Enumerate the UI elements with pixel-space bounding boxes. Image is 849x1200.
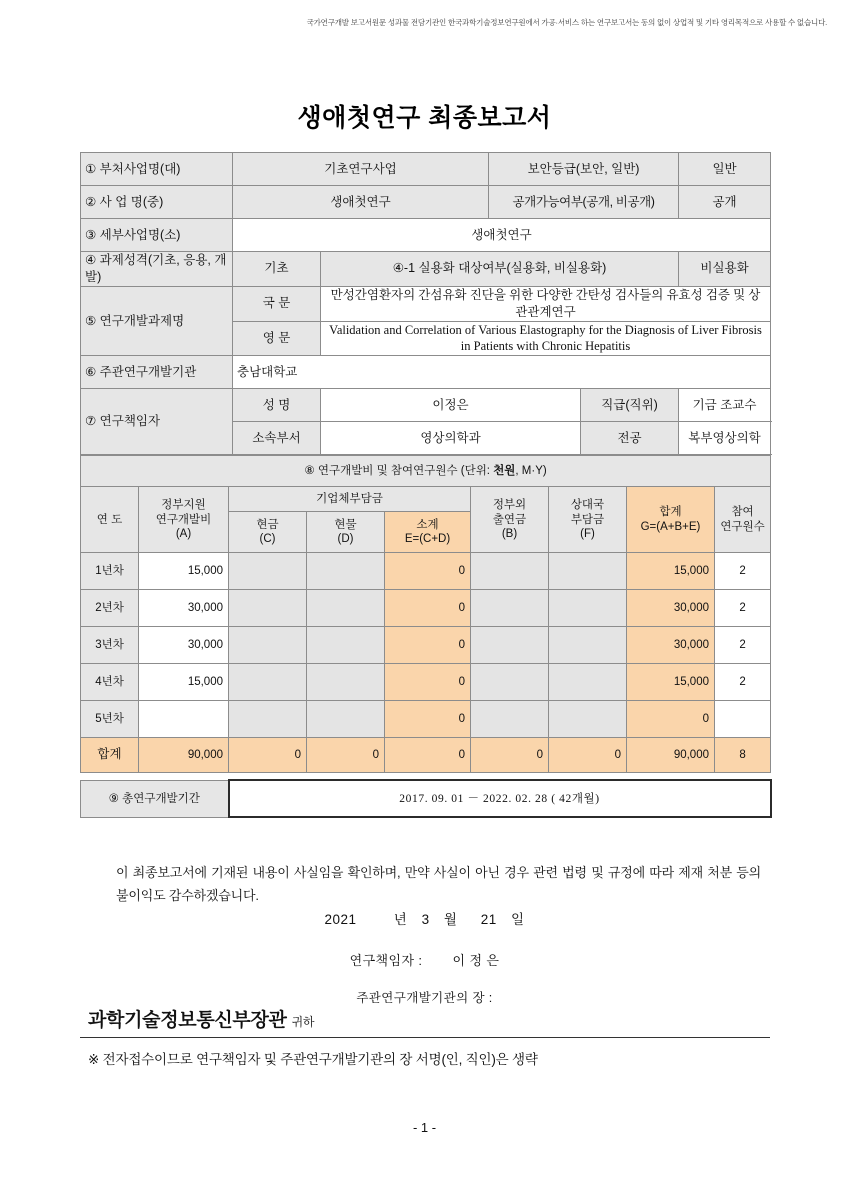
header-nongov-line2: 출연금 (492, 513, 527, 526)
cell-partner (549, 553, 627, 590)
budget-caption-unit: 천원 (493, 465, 516, 478)
cell-total: 30,000 (627, 590, 715, 627)
label-project-type: ④ 과제성격(기초, 응용, 개발) (81, 252, 233, 287)
cell-researchers: 2 (715, 553, 771, 590)
value-title-english: Validation and Correlation of Various Elastography for the Diagnosis of Liver Fibrosis in Patients with Chronic Hepatitis (321, 321, 771, 356)
value-pi-rank: 기금 조교수 (679, 389, 771, 422)
label-program-name: ② 사 업 명(중) (81, 186, 233, 219)
label-title-korean: 국 문 (233, 286, 321, 321)
table-row-host-organization (81, 356, 771, 389)
label-ministry-program: ① 부처사업명(대) (81, 153, 233, 186)
value-title-korean: 만성간염환자의 간섬유화 진단을 위한 다양한 간탄성 검사들의 유효성 검증 및 상관관계연구 (321, 286, 771, 321)
pi-signature-line (0, 950, 849, 969)
header-total-line1: 합계 (659, 506, 682, 519)
cell-gov-support: 30,000 (139, 627, 229, 664)
cell-year: 5년차 (81, 701, 139, 738)
header-partner-country (549, 487, 627, 553)
table-row (81, 553, 771, 590)
cell-gov-support: 30,000 (139, 590, 229, 627)
label-pi-rank: 직급(직위) (581, 389, 679, 422)
value-program-name: 생애첫연구 (233, 186, 489, 219)
project-info-table (80, 152, 771, 455)
cell-inkind (307, 701, 385, 738)
cell-inkind (307, 553, 385, 590)
cell-total-nongov: 0 (471, 738, 549, 773)
header-researchers-line1: 참여 (731, 506, 754, 519)
value-commercialization: 비실용화 (679, 252, 771, 287)
table-row (81, 590, 771, 627)
header-gov-support-line3: (A) (175, 527, 192, 540)
cell-partner (549, 627, 627, 664)
label-pi-department: 소속부서 (233, 422, 321, 455)
header-gov-support-line2: 연구개발비 (155, 513, 212, 526)
date-year: 2021 (324, 912, 357, 927)
label-pi-major: 전공 (581, 422, 679, 455)
cell-inkind (307, 627, 385, 664)
header-researchers-line2: 연구원수 (720, 520, 765, 533)
table-row-program-name (81, 186, 771, 219)
table-row (81, 701, 771, 738)
cell-total: 0 (627, 701, 715, 738)
label-commercialization: ④-1 실용화 대상여부(실용화, 비실용화) (321, 252, 679, 287)
header-inkind-line2: (D) (337, 533, 354, 546)
table-row-subprogram-name (81, 219, 771, 252)
label-pi-name: 성 명 (233, 389, 321, 422)
header-gov-support (139, 487, 229, 553)
cell-subtotal: 0 (385, 627, 471, 664)
page-title: 생애첫연구 최종보고서 (297, 104, 552, 132)
cell-partner (549, 664, 627, 701)
cell-researchers (715, 701, 771, 738)
label-project-title: ⑤ 연구개발과제명 (81, 286, 233, 356)
header-subtotal-line2: E=(C+D) (404, 533, 451, 546)
cell-nongov (471, 664, 549, 701)
date-year-unit: 년 (393, 912, 408, 927)
cell-year: 1년차 (81, 553, 139, 590)
budget-caption (81, 456, 771, 487)
header-cash-line1: 현금 (256, 518, 279, 531)
table-row-project-type (81, 252, 771, 287)
table-row-total (81, 738, 771, 773)
header-gov-support-line1: 정부지원 (161, 499, 206, 512)
header-cash (229, 512, 307, 553)
ministry-honorific: 귀하 (291, 1015, 315, 1029)
page-number: - 1 - (412, 1120, 437, 1135)
cell-nongov (471, 701, 549, 738)
table-row-period (81, 780, 771, 817)
cell-total-partner: 0 (549, 738, 627, 773)
label-disclosure: 공개가능여부(공개, 비공개) (489, 186, 679, 219)
date-day-unit: 일 (510, 912, 525, 927)
cell-cash (229, 553, 307, 590)
cell-partner (549, 701, 627, 738)
header-partner-line1: 상대국 (570, 499, 605, 512)
value-disclosure: 공개 (679, 186, 771, 219)
cell-cash (229, 664, 307, 701)
value-ministry-program: 기초연구사업 (233, 153, 489, 186)
ministry-name: 과학기술정보통신부장관 (88, 1010, 287, 1031)
value-subprogram-name: 생애첫연구 (233, 219, 771, 252)
header-cash-line2: (C) (259, 533, 276, 546)
header-researchers (715, 487, 771, 553)
table-row (81, 664, 771, 701)
cell-gov-support (139, 701, 229, 738)
cell-inkind (307, 664, 385, 701)
cell-subtotal: 0 (385, 553, 471, 590)
table-row-pi-name (81, 389, 771, 422)
header-nongov-line1: 정부외 (492, 499, 527, 512)
header-company-contribution: 기업체부담금 (229, 487, 471, 512)
header-nongov-fund (471, 487, 549, 553)
header-inkind-line1: 현물 (334, 518, 357, 531)
cell-subtotal: 0 (385, 590, 471, 627)
header-partner-line3: (F) (580, 527, 595, 540)
value-pi-name: 이정은 (321, 389, 581, 422)
label-subprogram-name: ③ 세부사업명(소) (81, 219, 233, 252)
cell-total-researchers: 8 (715, 738, 771, 773)
header-subtotal (385, 512, 471, 553)
cell-total: 15,000 (627, 664, 715, 701)
cell-cash (229, 627, 307, 664)
cell-total-grand: 90,000 (627, 738, 715, 773)
cell-researchers: 2 (715, 590, 771, 627)
budget-caption-prefix: ⑧ 연구개발비 및 참여연구원수 (단위: (304, 465, 494, 478)
cell-subtotal: 0 (385, 701, 471, 738)
cell-total: 30,000 (627, 627, 715, 664)
header-subtotal-line1: 소계 (416, 518, 439, 531)
cell-researchers: 2 (715, 627, 771, 664)
cell-nongov (471, 627, 549, 664)
report-cover-tables (80, 152, 770, 818)
header-year: 연 도 (81, 487, 139, 553)
cell-total-cash: 0 (229, 738, 307, 773)
cell-nongov (471, 553, 549, 590)
copyright-disclaimer: 국가연구개발 보고서원문 성과물 전담기관인 한국과학기술정보연구원에서 가공·서비스 하는 연구보고서는 동의 없이 상업적 및 기타 영리목적으로 사용할 수 없습니다. (306, 18, 827, 27)
header-inkind (307, 512, 385, 553)
cell-gov-support: 15,000 (139, 553, 229, 590)
bottom-divider (80, 1037, 770, 1038)
value-host-organization: 충남대학교 (233, 356, 771, 389)
budget-caption-suffix: , M·Y) (515, 465, 547, 478)
cell-cash (229, 701, 307, 738)
confirmation-statement: 이 최종보고서에 기재된 내용이 사실임을 확인하며, 만약 사실이 아닌 경우 관련 법령 및 규정에 따라 제재 처분 등의 불이익도 감수하겠습니다. (116, 865, 761, 903)
org-head-signature-line: 주관연구개발기관의 장 : (356, 991, 493, 1005)
cell-year: 3년차 (81, 627, 139, 664)
cell-inkind (307, 590, 385, 627)
value-total-period: 2017. 09. 01 － 2022. 02. 28 ( 42개월) (229, 780, 771, 817)
value-security-grade: 일반 (679, 153, 771, 186)
budget-table (80, 455, 771, 773)
date-month-unit: 월 (443, 912, 458, 927)
signature-date (0, 908, 849, 928)
header-partner-line2: 부담금 (570, 513, 605, 526)
budget-header-row-1 (81, 487, 771, 512)
cell-total-label: 합계 (81, 738, 139, 773)
header-grand-total (627, 487, 715, 553)
pi-signature-label: 연구책임자 : (349, 953, 423, 968)
electronic-submission-note: ※ 전자접수이므로 연구책임자 및 주관연구개발기관의 장 서명(인, 직인)은 생략 (88, 1052, 538, 1067)
value-pi-department: 영상의학과 (321, 422, 581, 455)
label-total-period: ⑨ 총연구개발기간 (81, 780, 229, 817)
cell-cash (229, 590, 307, 627)
table-row-ministry-program (81, 153, 771, 186)
label-principal-investigator: ⑦ 연구책임자 (81, 389, 233, 455)
cell-total: 15,000 (627, 553, 715, 590)
value-pi-major: 복부영상의학 (679, 422, 771, 455)
cell-nongov (471, 590, 549, 627)
date-day: 21 (480, 912, 497, 927)
table-row (81, 627, 771, 664)
label-security-grade: 보안등급(보안, 일반) (489, 153, 679, 186)
cell-year: 2년차 (81, 590, 139, 627)
value-project-type: 기초 (233, 252, 321, 287)
header-nongov-line3: (B) (501, 527, 518, 540)
period-table (80, 779, 772, 818)
cell-total-inkind: 0 (307, 738, 385, 773)
cell-year: 4년차 (81, 664, 139, 701)
pi-signature-name: 이 정 은 (452, 953, 500, 968)
label-host-organization: ⑥ 주관연구개발기관 (81, 356, 233, 389)
table-row-project-title-kor (81, 286, 771, 321)
cell-researchers: 2 (715, 664, 771, 701)
cell-partner (549, 590, 627, 627)
cell-total-subtotal: 0 (385, 738, 471, 773)
cell-subtotal: 0 (385, 664, 471, 701)
header-total-line2: G=(A+B+E) (640, 520, 701, 533)
label-title-english: 영 문 (233, 321, 321, 356)
addressed-ministry (88, 1005, 314, 1032)
budget-caption-row (81, 456, 771, 487)
cell-total-gov-support: 90,000 (139, 738, 229, 773)
cell-gov-support: 15,000 (139, 664, 229, 701)
date-month: 3 (421, 912, 430, 927)
